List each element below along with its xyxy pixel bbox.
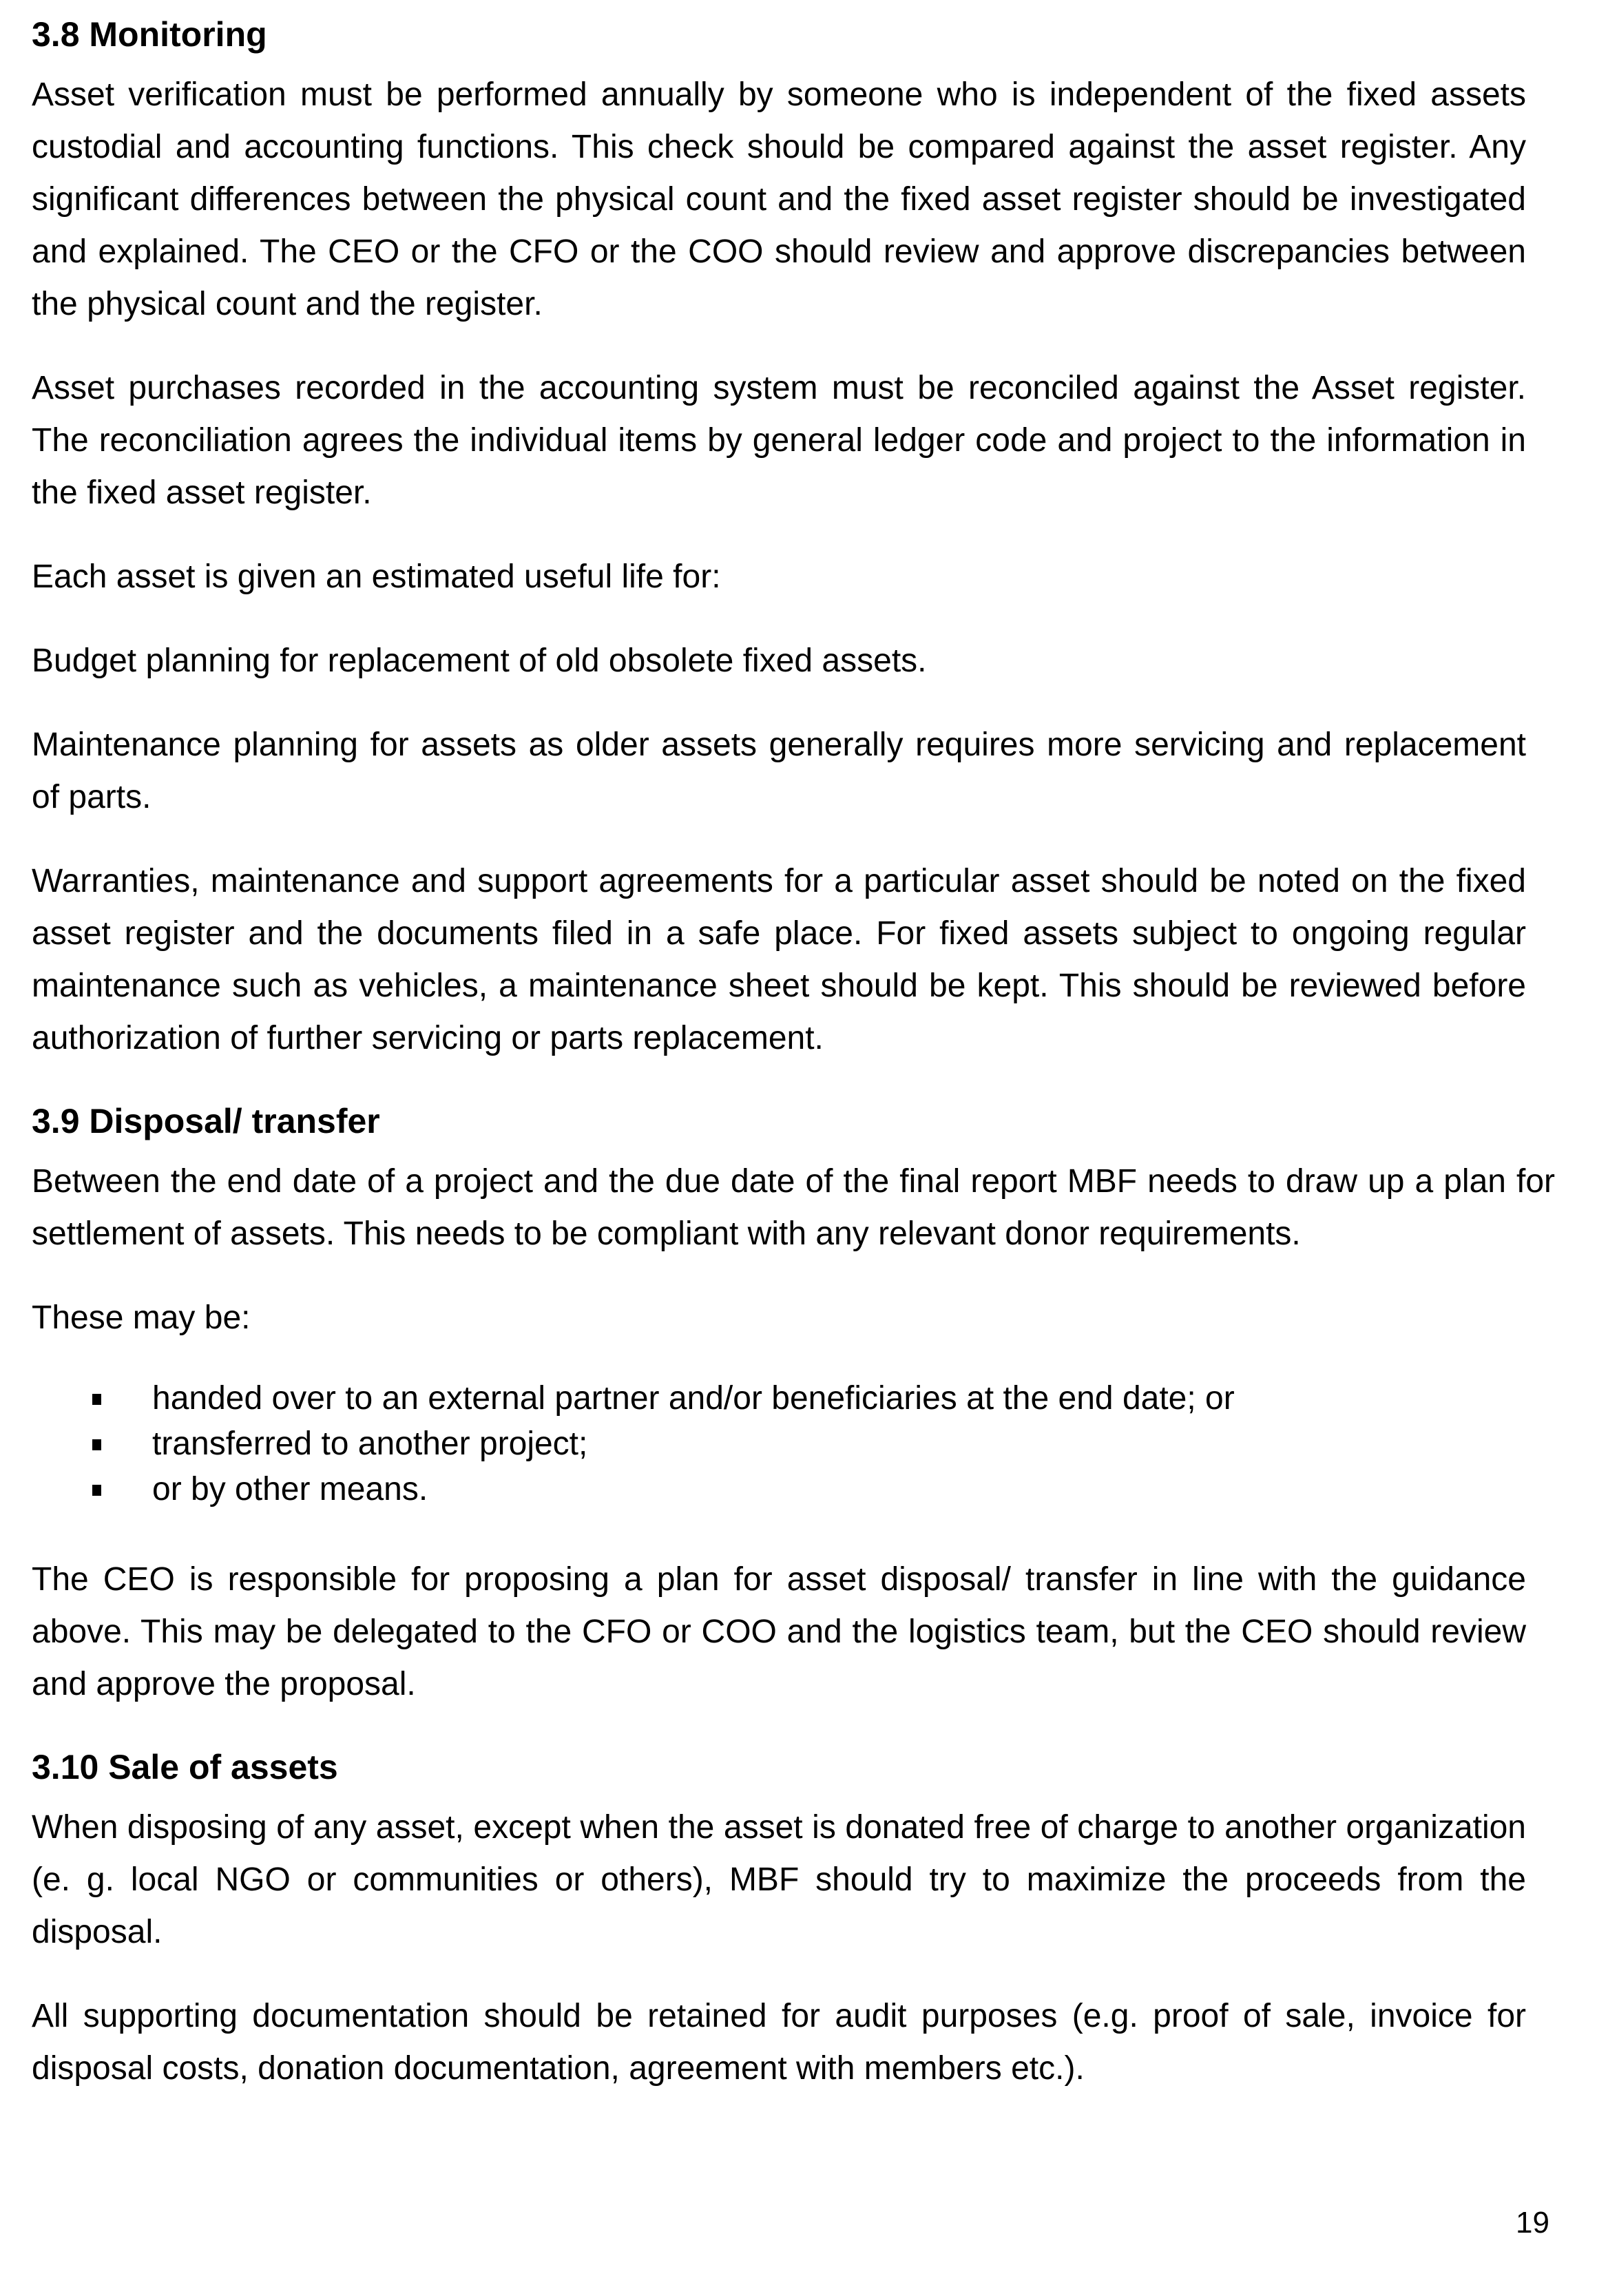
section-disposal [32, 1096, 1555, 1711]
section-monitoring [32, 10, 1526, 1065]
paragraph: The CEO is responsible for proposing a plan for asset disposal/ transfer in line with the guidance above. This may be delegated to the CFO or COO and the logistics team, but the CEO should review and approve the proposal. [32, 1561, 1526, 1702]
list-item [32, 1421, 1526, 1467]
square-bullet-icon [92, 1394, 101, 1405]
list-item-text: handed over to an external partner and/or beneficiaries at the end date; or [152, 1380, 1235, 1417]
list-item [32, 1376, 1526, 1421]
document-page [32, 10, 1555, 2127]
paragraph: Between the end date of a project and the due date of the final report MBF needs to draw up a plan for settlement of assets. This needs to be compliant with any relevant donor requirements. [32, 1163, 1555, 1252]
paragraph: Asset verification must be performed annually by someone who is independent of the fixed assets custodial and accounting functions. This check should be compared against the asset register. Any significant differences between the physical count and the fixed asset register should be investigated and explained. The CEO or the CFO or the COO should review and approve discrepancies between the physical count and the register. [32, 76, 1526, 322]
page-number: 19 [1516, 2206, 1549, 2240]
square-bullet-icon [92, 1439, 101, 1450]
section-heading: 3.10 Sale of assets [32, 1748, 338, 1786]
square-bullet-icon [92, 1485, 101, 1496]
list-item-text: transferred to another project; [152, 1426, 588, 1462]
paragraph: These may be: [32, 1300, 251, 1336]
paragraph: Each asset is given an estimated useful life for: [32, 559, 721, 595]
paragraph: When disposing of any asset, except when the asset is donated free of charge to another organization (e. g. local NGO or communities or others), MBF should try to maximize the proceeds from the disposal. [32, 1809, 1526, 1950]
section-heading: 3.8 Monitoring [32, 15, 267, 54]
paragraph: Warranties, maintenance and support agreements for a particular asset should be noted on the fixed asset register and the documents filed in a safe place. For fixed assets subject to ongoing regular maintenance such as vehicles, a maintenance sheet should be kept. This should be reviewed before authorization of further servicing or parts replacement. [32, 863, 1526, 1056]
list-item [32, 1467, 1526, 1512]
paragraph: Budget planning for replacement of old obsolete fixed assets. [32, 643, 927, 679]
section-sale-of-assets [32, 1742, 1526, 2095]
paragraph: All supporting documentation should be retained for audit purposes (e.g. proof of sale, invoice for disposal costs, donation documentation, agreement with members etc.). [32, 1998, 1526, 2087]
paragraph: Asset purchases recorded in the accounting system must be reconciled against the Asset register. The reconciliation agrees the individual items by general ledger code and project to the information in the fixed asset register. [32, 370, 1526, 511]
bullet-list [32, 1376, 1526, 1512]
paragraph: Maintenance planning for assets as older assets generally requires more servicing and replacement of parts. [32, 727, 1526, 815]
section-heading: 3.9 Disposal/ transfer [32, 1102, 380, 1140]
list-item-text: or by other means. [152, 1471, 428, 1507]
